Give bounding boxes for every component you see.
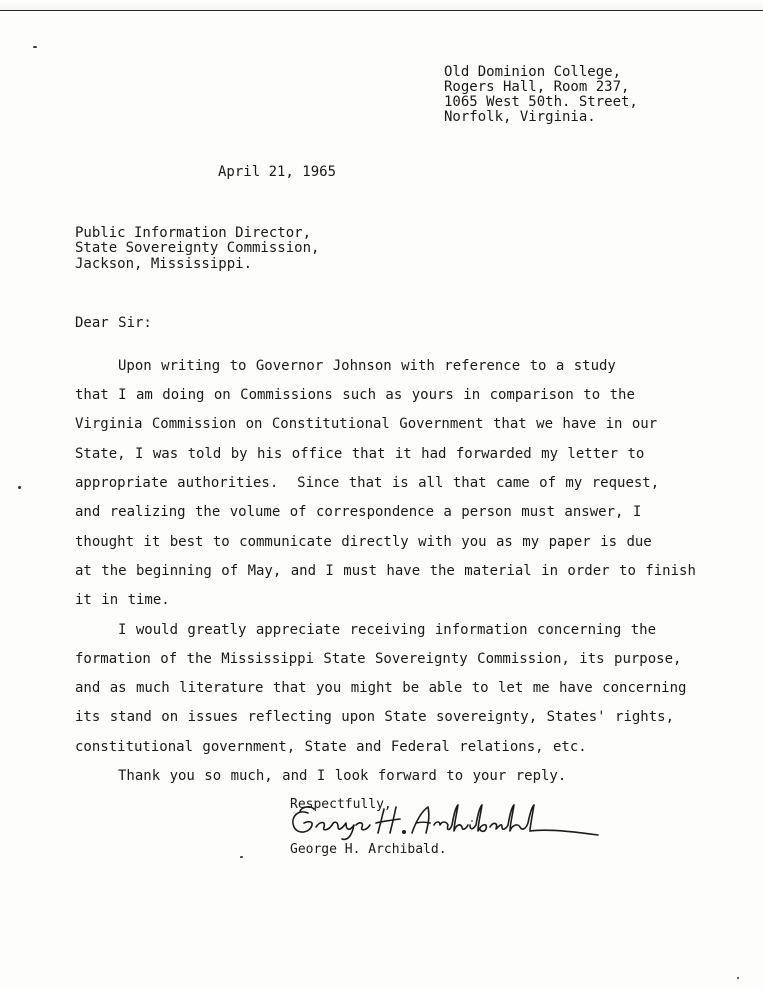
body-line: thought it best to communicate directly with you as my paper is due [75,534,652,550]
complimentary-close: Respectfully, [290,797,392,812]
typed-name: George H. Archibald. [290,842,447,857]
closing-line: Thank you so much, and I look forward to your reply. [118,768,567,784]
body-line: I would greatly appreciate receiving information concerning the [118,622,657,638]
recipient-line: Public Information Director, [75,225,312,241]
salutation: Dear Sir: [75,315,152,331]
body-line: and as much literature that you might be able to let me have concerning [75,680,687,696]
address-line: 1065 West 50th. Street, [444,94,638,110]
body-line: at the beginning of May, and I must have the material in order to finish [75,563,696,579]
body-line: appropriate authorities. Since that is all that came of my request, [75,475,660,491]
address-line: Norfolk, Virginia. [444,109,596,125]
body-line: State, I was told by his office that it had forwarded my letter to [75,446,645,462]
scan-speck [33,46,37,48]
body-line: it in time. [75,592,170,608]
body-line: Virginia Commission on Constitutional Government that we have in our [75,416,658,432]
page-top-edge [0,0,763,11]
body-line: that I am doing on Commissions such as yours in comparison to the [75,387,635,403]
body-line: its stand on issues reflecting upon State sovereignty, States' rights, [75,709,675,725]
recipient-line: Jackson, Mississippi. [75,256,253,272]
address-line: Old Dominion College, [444,64,622,80]
scan-speck [737,977,739,979]
body-line: constitutional government, State and Federal relations, etc. [75,739,587,755]
body-line: and realizing the volume of correspondence a person must answer, I [75,504,642,520]
letter-date: April 21, 1965 [218,164,337,180]
recipient-line: State Sovereignty Commission, [75,240,320,256]
scan-speck [240,856,243,858]
body-line: Upon writing to Governor Johnson with reference to a study [118,358,616,374]
scan-speck [18,486,21,489]
address-line: Rogers Hall, Room 237, [444,79,630,95]
body-line: formation of the Mississippi State Sovereignty Commission, its purpose, [75,651,682,667]
